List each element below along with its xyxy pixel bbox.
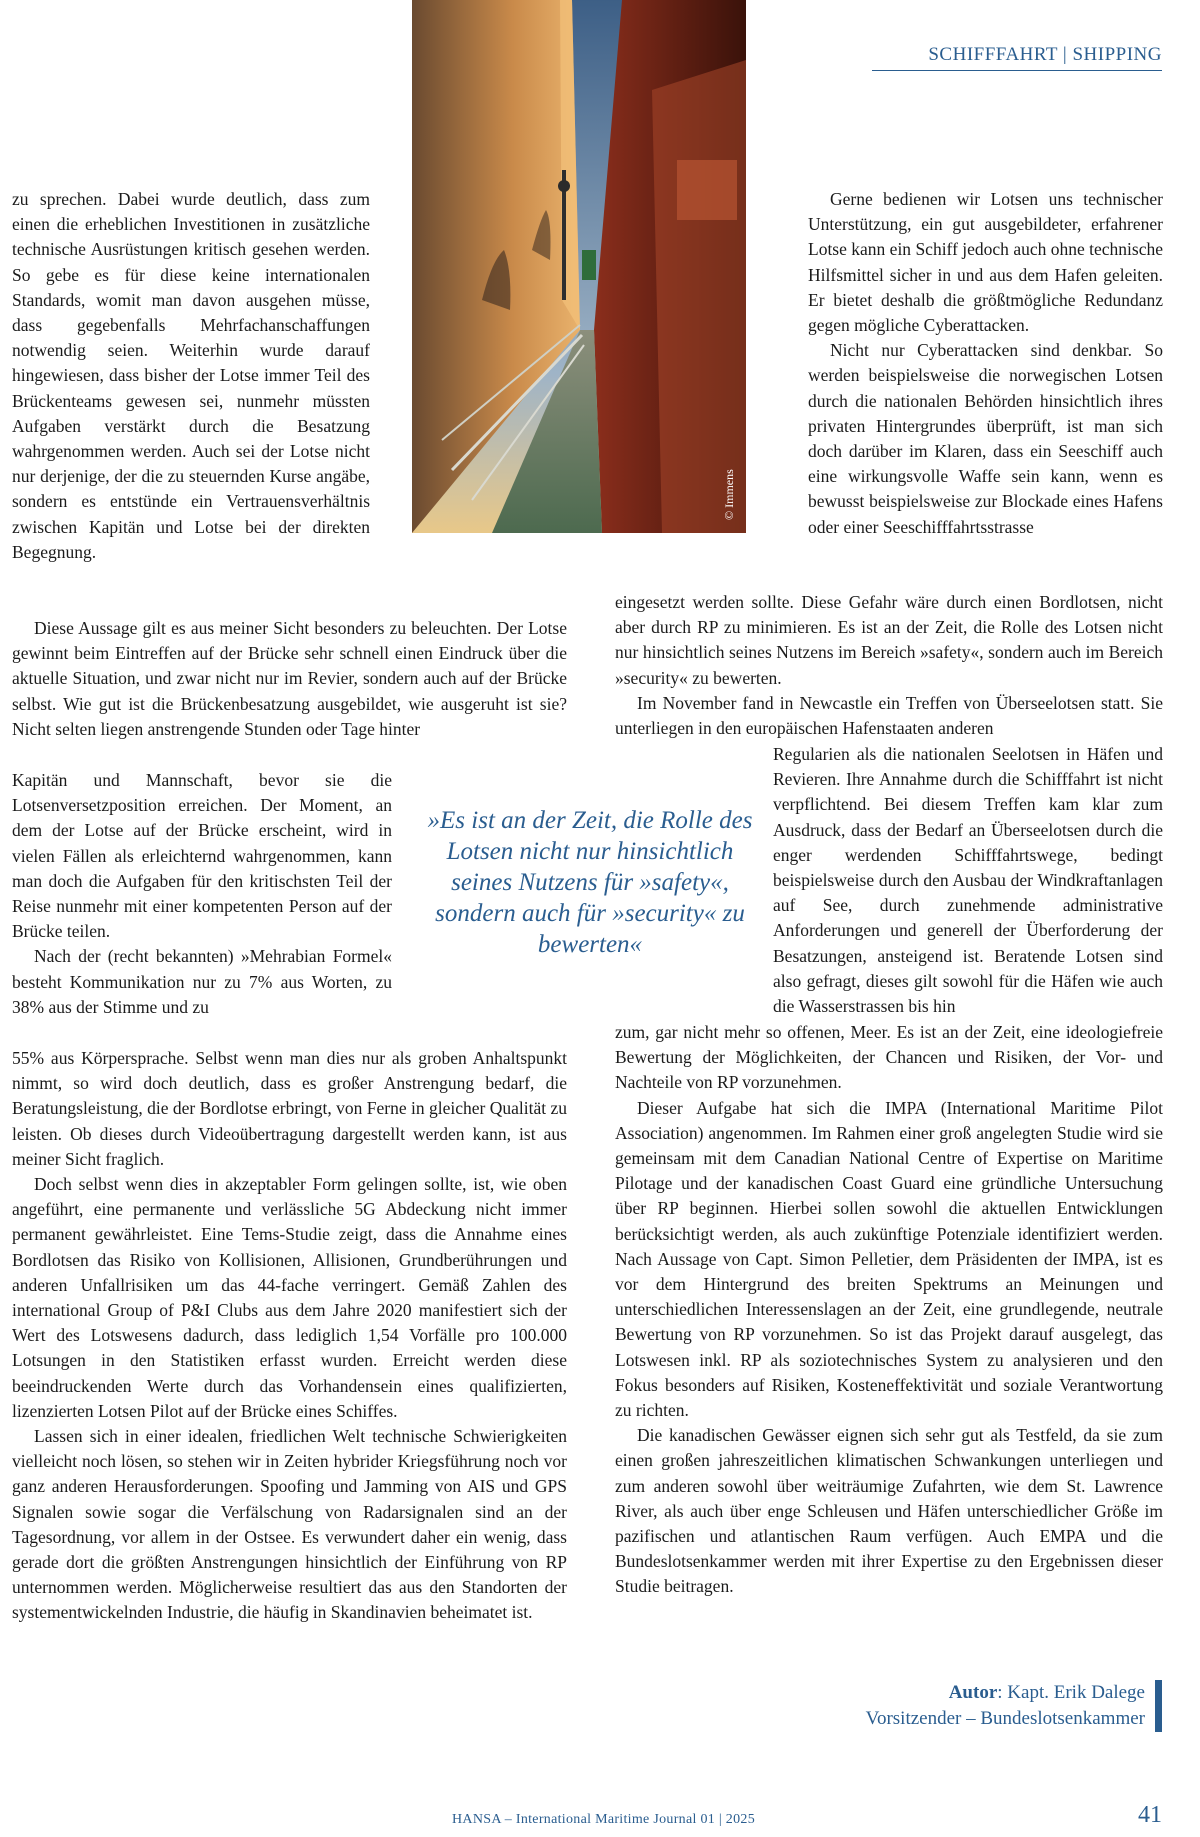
column-mid-right [615, 590, 1163, 741]
paragraph: 55% aus Körpersprache. Selbst wenn man dies nur als groben Anhaltspunkt nimmt, so wird doch deutlich, dass es großer Anstrengung bedarf, die Beratungsleistung, die der Bordlotse erbringt, von Ferne in gleicher Qualität zu leisten. Ob dieses durch Videoübertragung dargestellt werden kann, ist aus meiner Sicht fraglich. [12, 1048, 567, 1169]
paragraph: Nicht nur Cyberattacken sind denkbar. So werden beispielsweise die norwegischen Lotsen durch die nationalen Behörden hinsichtlich ihres privaten Hintergrundes überprüft, ist man sich doch darüber im Klaren, dass ein Seeschiff auch eine wirkungsvolle Waffe sein kann, wenn es bewusst beispielsweise zur Blockade eines Hafens oder einer Seeschifffahrtsstrasse [808, 340, 1163, 537]
paragraph: Diese Aussage gilt es aus meiner Sicht besonders zu beleuchten. Der Lotse gewinnt beim Eintreffen auf der Brücke sehr schnell einen Eindruck über die aktuelle Situation, und zwar nicht nur im Revier, sondern auch auf der Brücke selbst. Wie gut ist die Brückenbesatzung ausgebildet, wie ausgeruht ist sie? Nicht selten liegen anstrengende Stunden oder Tage hinter [12, 618, 567, 739]
section-header: SCHIFFFAHRT | SHIPPING [872, 44, 1162, 71]
paragraph: zu sprechen. Dabei wurde deutlich, dass zum einen die erheblichen Investitionen in zusätzliche technische Ausrüstungen kritisch gesehen werden. So gebe es für diese keine internationalen Standards, womit man davon ausgehen müsse, dass gegebenfalls Mehrfachanschaffungen notwendig seien. Weiterhin wurde darauf hingewiesen, dass bisher der Lotse immer Teil des Brückenteams gewesen sei, nunmehr müssten Aufgaben verstärkt durch die Besatzung wahrgenommen werden. Auch sei der Lotse nicht nur derjenige, der die zu steuernden Kurse angäbe, sondern es entstünde ein Vertrauensverhältnis zwischen Kapitän und Lotse bei der direkten Begegnung. [12, 189, 370, 562]
paragraph: Regularien als die nationalen Seelotsen in Häfen und Revieren. Ihre Annahme durch die Schifffahrt ist nicht verpflichtend. Bei diesem Treffen kam klar zum Ausdruck, dass der Bedarf an Überseelotsen durch die enger werdenden Schifffahrtswege, bedingt beispielsweise durch den Ausbau der Windkraftanlagen auf See, durch zunehmende administrative Anforderungen und generell der Überforderung der Besatzungen, ansteigend ist. Beratende Lotsen sind also gefragt, dieses gilt sowohl für die Häfen wie auch die Wasserstrassen bis hin [773, 744, 1163, 1017]
paragraph: Dieser Aufgabe hat sich die IMPA (International Maritime Pilot Association) angenommen. Im Rahmen einer groß angelegten Studie wird sie gemeinsam mit dem Canadian National Centre of Expertise on Maritime Pilotage und der kanadischen Coast Guard eine gründliche Untersuchung über RP beginnen. Hierbei sollen sowohl die aktuellen Entwicklungen berücksichtigt werden, als auch zukünftige Potenziale identifiziert werden. Nach Aussage von Capt. Simon Pelletier, dem Präsidenten der IMPA, ist es vor dem Hintergrund des breiten Spektrums an Meinungen und unterschiedlichen Interessenslagen an der Zeit, eine grundlegende, neutrale Bewertung von RP vorzunehmen. So ist das Projekt darauf ausgelegt, das Lotswesen inkl. RP als soziotechnisches System zu analysieren und den Fokus besonders auf Risiken, Kosteneffektivität und soziale Verantwortung zu richten. [615, 1097, 1163, 1421]
paragraph: Doch selbst wenn dies in akzeptabler Form gelingen sollte, ist, wie oben angeführt, eine permanente und verlässliche 5G Abdeckung nicht immer permanent gewährleistet. Eine Tems-Studie zeigt, dass die Annahme eines Bordlotsen das Risiko von Kollisionen, Allisionen, Grundberührungen und anderen Unfallrisiken um das 44-fache verringert. Gemäß Zahlen des international Group of P&I Clubs aus dem Jahre 2020 manifestiert sich der Wert des Lotswesens dadurch, dass lediglich 1,54 Vorfälle pro 100.000 Lotsungen in den Statistiken erfasst wurden. Erreicht werden diese beeindruckenden Werte durch das Vorhandensein eines qualifizierten, lizenzierten Lotsen Pilot auf der Brücke eines Schiffes. [12, 1174, 567, 1421]
column-top-right [808, 187, 1163, 540]
column-bottom-left [12, 1046, 567, 1626]
author-role: Vorsitzender – Bundeslotsenkammer [865, 1708, 1145, 1729]
author-line [765, 1680, 1145, 1706]
paragraph: zum, gar nicht mehr so offenen, Meer. Es ist an der Zeit, eine ideologiefreie Bewertung der Möglichkeiten, der Chancen und Risiken, der Vor- und Nachteile von RP vorzunehmen. [615, 1022, 1163, 1093]
paragraph: Kapitän und Mannschaft, bevor sie die Lotsenversetzposition erreichen. Der Moment, an dem der Lotse auf der Brücke erscheint, wird in vielen Fällen als erleichternd wahrgenommen, kann man doch die Aufgaben für den kritischsten Teil der Reise nunmehr mit einer kompetenten Person auf der Brücke teilen. [12, 770, 392, 942]
article-photo [412, 0, 746, 533]
paragraph: Gerne bedienen wir Lotsen uns technischer Unterstützung, ein gut ausgebildeter, erfahrener Lotse kann ein Schiff jedoch auch ohne technische Hilfsmittel sicher in und aus dem Hafen geleiten. Er bietet deshalb die größtmögliche Redundanz gegen mögliche Cyberattacken. [808, 189, 1163, 336]
author-name: : Kapt. Erik Dalege [997, 1682, 1145, 1703]
column-narrow-left [12, 768, 392, 1020]
paragraph: eingesetzt werden sollte. Diese Gefahr wäre durch einen Bordlotsen, nicht aber durch RP zu minimieren. Es ist an der Zeit, die Rolle des Lotsen nicht nur hinsichtlich seines Nutzens im Bereich »safety«, sondern auch im Bereich »security« zu bewerten. [615, 592, 1163, 688]
photo-credit: © Immens [722, 469, 736, 520]
paragraph: Nach der (recht bekannten) »Mehrabian Formel« besteht Kommunikation nur zu 7% aus Worten, zu 38% aus der Stimme und zu [12, 946, 392, 1017]
author-box [765, 1680, 1162, 1732]
paragraph: Im November fand in Newcastle ein Treffen von Überseelotsen statt. Sie unterliegen in den europäischen Hafenstaaten anderen [615, 692, 1163, 739]
column-narrow-right [773, 742, 1163, 1019]
column-mid-left [12, 616, 567, 742]
column-top-left [12, 187, 370, 565]
author-label: Autor [948, 1682, 998, 1703]
column-bottom-right [615, 1020, 1163, 1600]
ship-hull-photo-icon [412, 0, 746, 533]
paragraph: Die kanadischen Gewässer eignen sich sehr gut als Testfeld, da sie zum einen großen jahreszeitlichen klimatischen Schwankungen unterliegen und zum anderen sowohl über weiträumige Zufahrten, wie dem St. Lawrence River, als auch über enge Schleusen und Häfen unterschiedlicher Größe im pazifischen und atlantischen Raum verfügen. Auch EMPA und die Bundeslotsenkammer werden mit ihrer Expertise zu den Ergebnissen dieser Studie beitragen. [615, 1425, 1163, 1597]
paragraph: Lassen sich in einer idealen, friedlichen Welt technische Schwierigkeiten vielleicht noch lösen, so stehen wir in Zeiten hybrider Kriegsführung noch vor ganz anderen Herausforderungen. Spoofing und Jamming von AIS und GPS Signalen sowie sogar die Verfälschung von Radarsignalen sind an der Tagesordnung, vor allem in der Ostsee. Es verwundert daher ein wenig, dass gerade dort die größten Anstrengungen hinsichtlich der Einführung von RP unternommen werden. Möglicherweise resultiert das aus den Standorten der systementwickelnden Industrie, die häufig in Skandinavien beheimatet ist. [12, 1426, 567, 1623]
journal-footer: HANSA – International Maritime Journal 01 | 2025 [452, 1812, 755, 1827]
page-number: 41 [1138, 1802, 1162, 1828]
pull-quote: »Es ist an der Zeit, die Rolle des Lotsen nicht nur hinsichtlich seines Nutzens für »safety«, sondern auch für »security« zu bewerten« [427, 807, 753, 958]
